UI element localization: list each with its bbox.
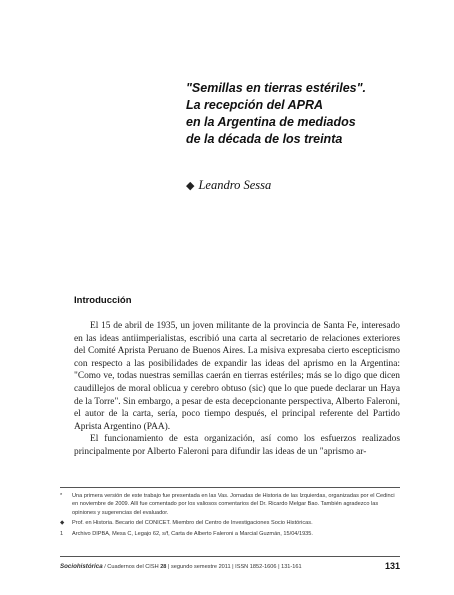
footnote-divider	[60, 487, 400, 488]
title-line: La recepción del APRA	[186, 98, 324, 112]
author-name: Leandro Sessa	[198, 178, 272, 192]
author-byline	[186, 178, 271, 193]
journal-series: / Cuadernos del CISH	[104, 563, 159, 570]
footnote-mark: *	[60, 493, 63, 499]
footnote	[60, 492, 400, 517]
footnote	[60, 530, 400, 538]
journal-details: | segundo semestre 2011 | ISSN 1852-1606 | 131-161	[167, 563, 302, 570]
page-number: 131	[384, 561, 400, 571]
footnote-text: Archivo DIPBA, Mesa C, Legajo 62, s/f, Carta de Alberto Faleroni a Marcial Guzmán, 15/04/1935.	[72, 530, 313, 537]
body-text	[74, 320, 400, 459]
footnote-mark: 1	[60, 530, 64, 537]
title-line: de la década de los treinta	[186, 132, 343, 146]
paragraph: El 15 de abril de 1935, un joven militante de la provincia de Santa Fe, interesado en las ideas antiimperialistas, escribió una carta al secretario de relaciones exteriores del Comité Aprista Peruano de Buenos Aires. La misiva expresaba cierto escepticismo con respecto a las posibilidades de expandir las ideas del aprismo en la Argentina: "Como ve, todas nuestras semillas caerán en tierras estériles; más se lo digo que dicen caudillejos de moral oblicua y cerebro obtuso (sic) que lo que puede declarar un Haya de la Torre". Sin embargo, a pesar de esta decepcionante perspectiva, Alberto Faleroni, el autor de la carta, sería, poco tiempo después, el principal referente del Partido Aprista Argentino (PAA).	[74, 321, 400, 432]
article-title	[186, 80, 426, 148]
footnotes	[60, 492, 400, 540]
diamond-bullet-icon: ◆	[186, 180, 195, 192]
title-line: "Semillas en tierras estériles".	[186, 81, 367, 95]
title-line: en la Argentina de mediados	[186, 115, 356, 129]
page-footer	[60, 556, 400, 573]
journal-name: Sociohistórica	[60, 562, 103, 570]
footer-citation	[60, 563, 302, 570]
footnote	[60, 519, 400, 527]
section-heading: Introducción	[74, 295, 132, 306]
paragraph: El funcionamiento de esta organización, así como los esfuerzos realizados principalmente por Alberto Faleroni para difundir las ideas de un "aprismo ar-	[74, 434, 400, 457]
journal-issue: 28	[160, 563, 167, 570]
footnote-text: Una primera versión de este trabajo fue presentada en las Vas. Jornadas de Historia de las Izquierdas, organizadas por el Cedinci en noviembre de 2009. Allí fue comentado por los valiosos comentarios del Dr. Ricardo Melgar Bao. También agradezco las opiniones y sugerencias del evaluador.	[72, 493, 395, 516]
footnote-text: Prof. en Historia. Becario del CONICET. Miembro del Centro de Investigaciones Socio Históricas.	[72, 520, 313, 527]
footnote-mark: ◆	[60, 520, 65, 527]
